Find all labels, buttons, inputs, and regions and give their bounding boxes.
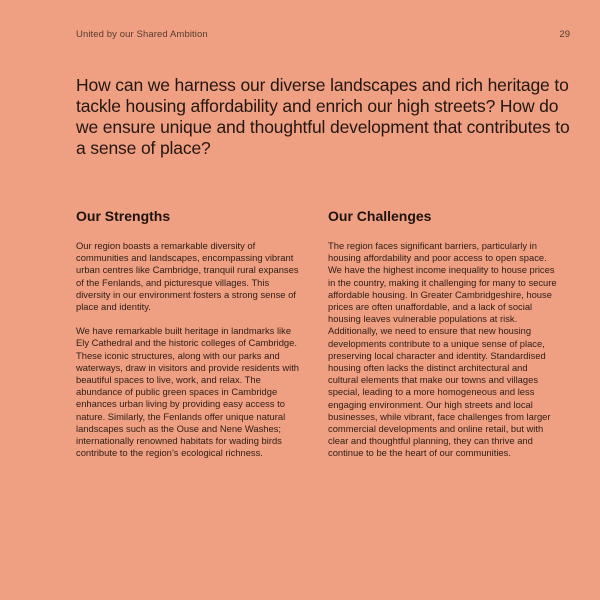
- page-number: 29: [559, 29, 570, 40]
- strengths-heading: Our Strengths: [76, 208, 171, 224]
- lead-question: How can we harness our diverse landscapes and rich heritage to tackle housing affordability and enrich our high streets? How do we ensure unique and thoughtful development that contributes to a sense of place?: [76, 75, 570, 158]
- challenges-heading: Our Challenges: [328, 208, 432, 224]
- strengths-paragraph: Our region boasts a remarkable diversity of communities and landscapes, encompassing vibrant urban centres like Cambridge, tranquil rural expanses of the Fenlands, and picturesque villages. This diversity in our environment fosters a strong sense of place and identity.: [76, 240, 299, 313]
- challenges-paragraph: The region faces significant barriers, particularly in housing affordability and poor access to open space. We have the highest income inequality to house prices in the country, making it challenging for many to secure affordable housing. In Greater Cambridgeshire, house prices are often unaffordable, and a lack of social housing leaves vulnerable populations at risk. Additionally, we need to ensure that new housing developments contribute to a unique sense of place, preserving local character and identity. Standardised housing often lacks the distinct architectural and cultural elements that make our towns and villages special, leading to a more homogeneous and less engaging environment. Our high streets and local businesses, while vibrant, face challenges from larger commercial developments and online retail, but with clear and thoughtful planning, they can thrive and continue to be the heart of our communities.: [328, 240, 557, 459]
- strengths-paragraph: We have remarkable built heritage in landmarks like Ely Cathedral and the historic colleges of Cambridge. These iconic structures, along with our parks and waterways, draw in visitors and provide residents with beautiful spaces to live, work, and relax. The abundance of public green spaces in Cambridge enhances urban living by providing easy access to nature. Similarly, the Fenlands offer unique natural landscapes such as the Ouse and Nene Washes; internationally renowned habitats for wading birds contribute to the region’s ecological richness.: [76, 325, 300, 459]
- challenges-column: [328, 206, 558, 472]
- running-header: United by our Shared Ambition: [76, 29, 208, 40]
- strengths-column: [76, 206, 306, 471]
